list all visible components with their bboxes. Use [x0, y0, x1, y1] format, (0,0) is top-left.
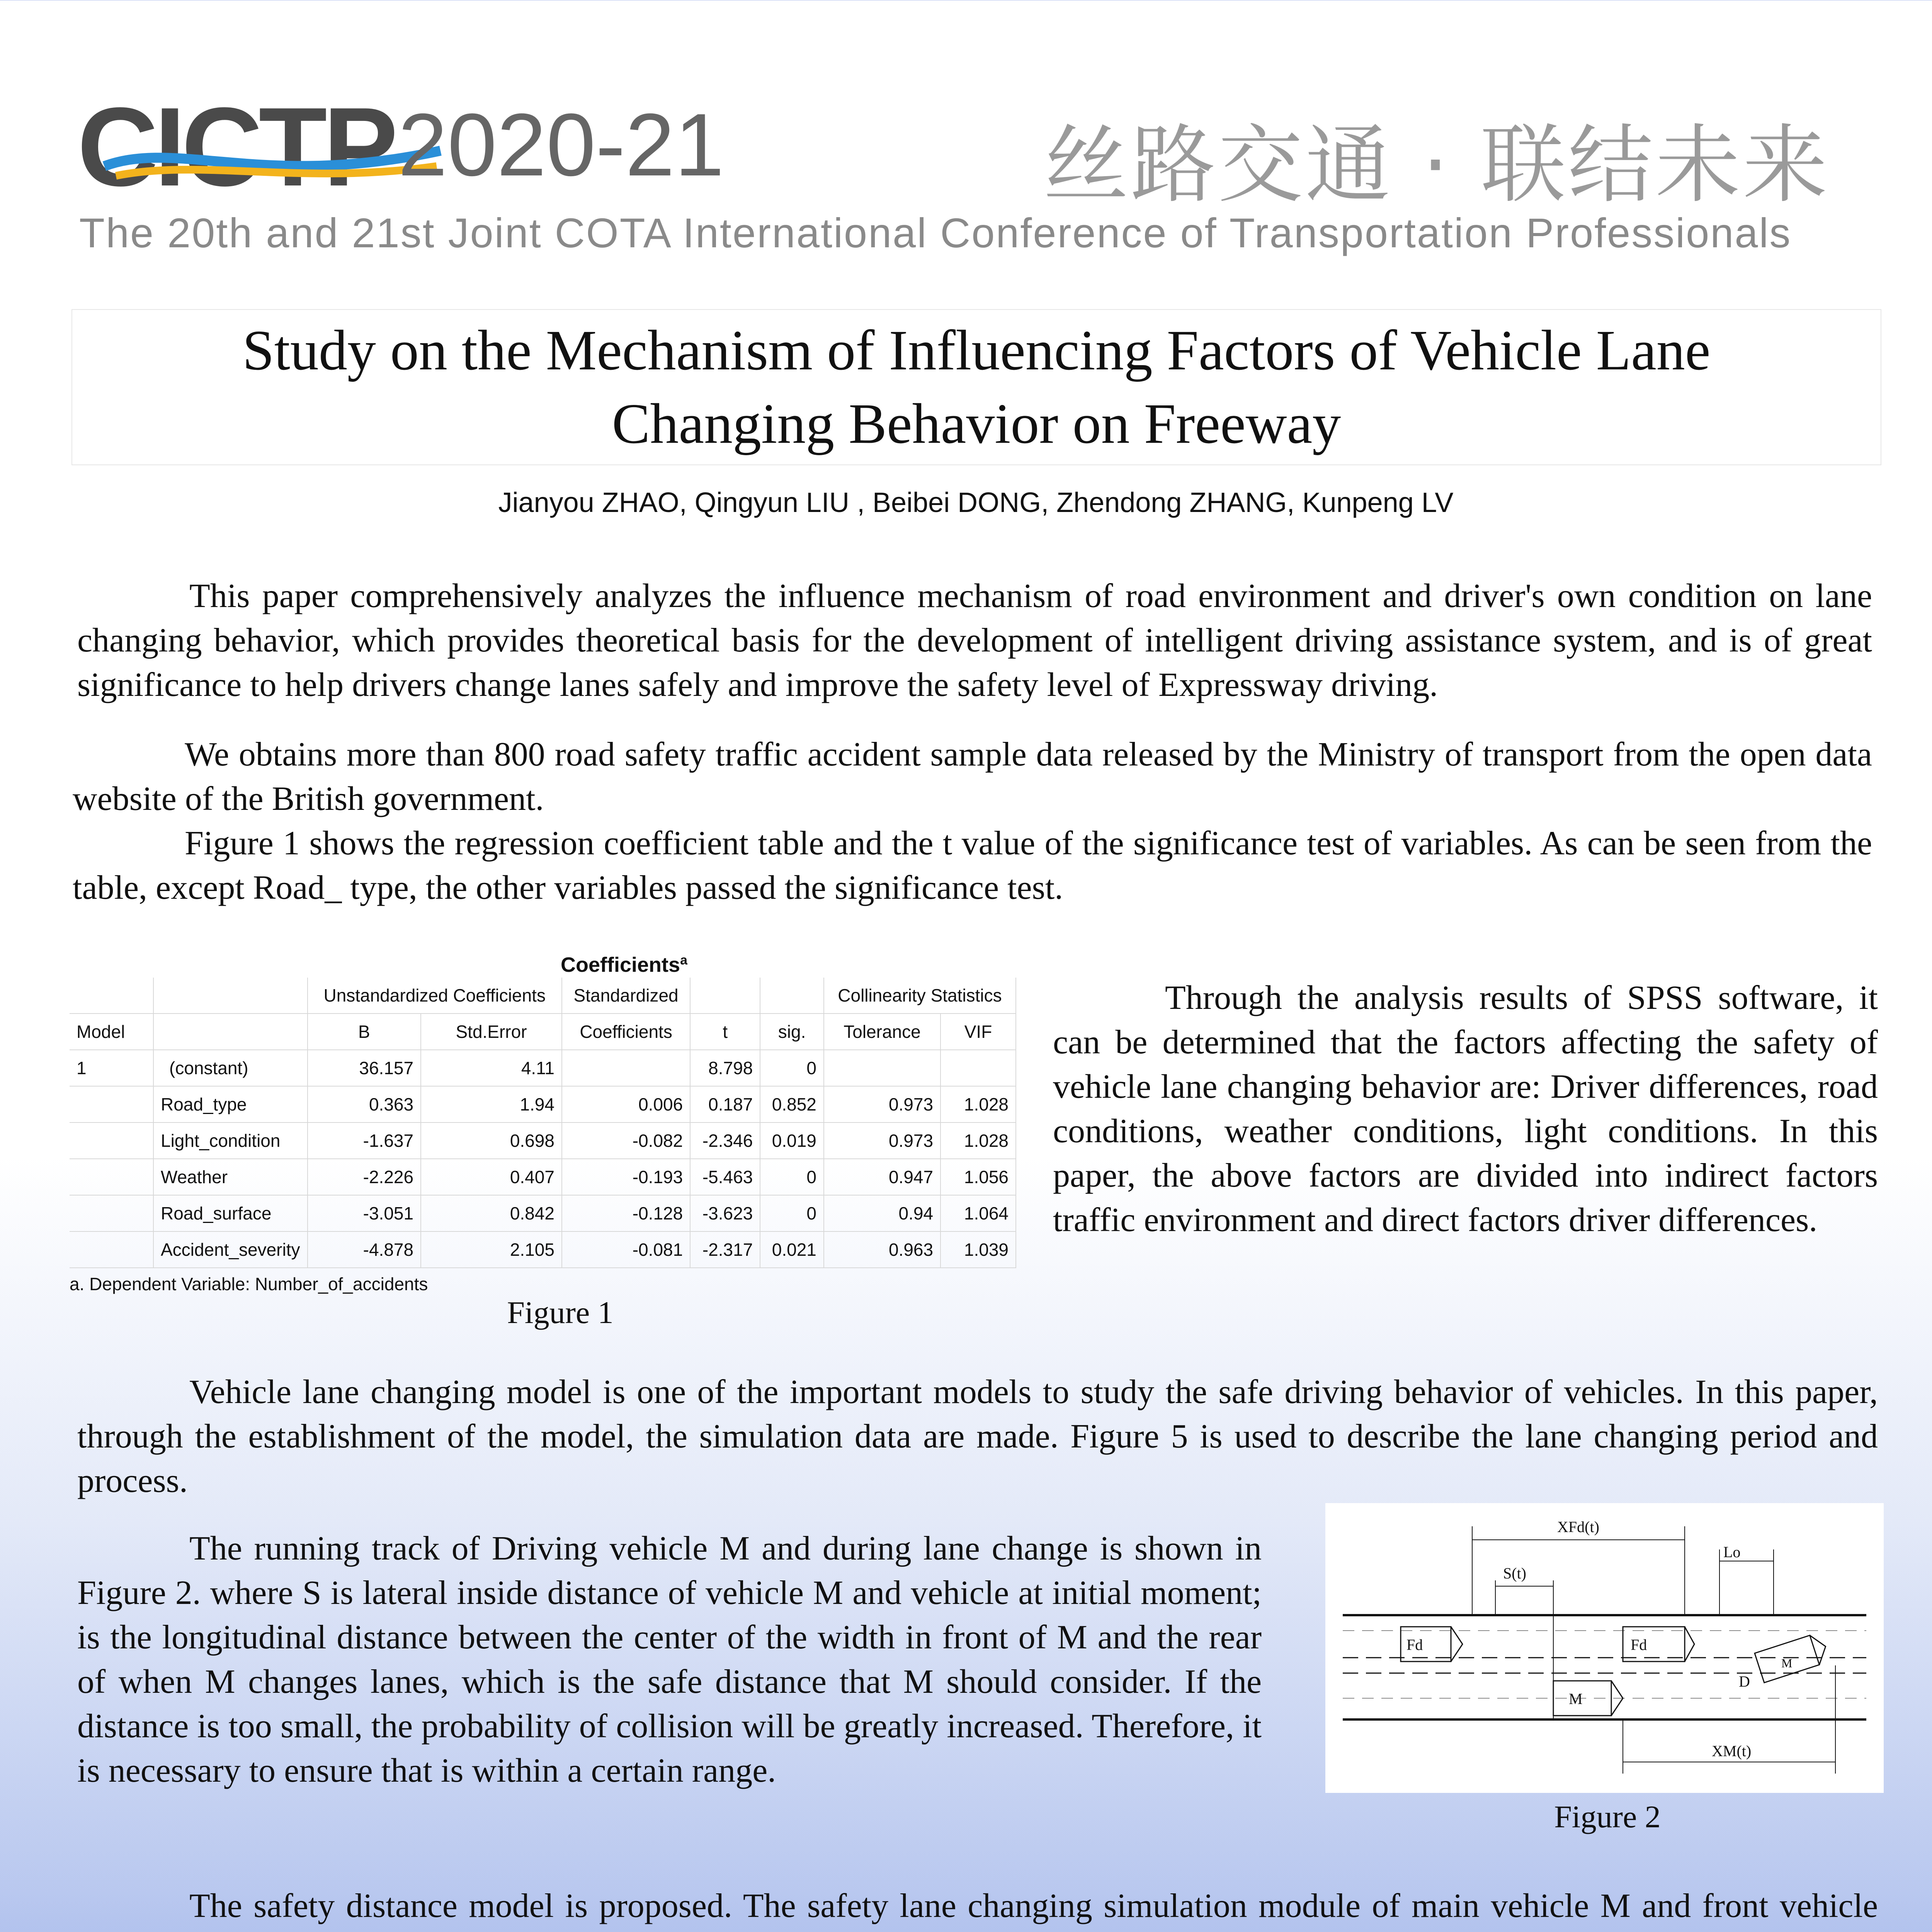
- table-cell: [70, 1159, 153, 1195]
- table-cell: 0.006: [562, 1086, 690, 1122]
- table-header-cell: Std.Error: [421, 1014, 562, 1050]
- table-row: [70, 1086, 1016, 1122]
- table-cell: 0.852: [760, 1086, 824, 1122]
- table-cell: 1: [70, 1050, 153, 1086]
- label-m-turning: M: [1781, 1656, 1793, 1670]
- label-xfd: XFd(t): [1557, 1518, 1599, 1536]
- title-box: [71, 309, 1881, 465]
- conference-name: The 20th and 21st Joint COTA International Conference of Transportation Professionals: [79, 209, 1792, 256]
- logo-swoosh-icon: [100, 135, 448, 189]
- table-cell: Road_type: [153, 1086, 308, 1122]
- table-row: [70, 1050, 1016, 1086]
- figure-2-caption: Figure 2: [1554, 1799, 1661, 1834]
- table-group-header: Unstandardized Coefficients Standardized Collinearity Statistics: [70, 978, 1016, 1014]
- table-cell: 0: [760, 1050, 824, 1086]
- table-cell: [562, 1050, 690, 1086]
- label-lo: Lo: [1723, 1543, 1741, 1561]
- table-cell: -0.128: [562, 1195, 690, 1231]
- paper-title-line2: Changing Behavior on Freeway: [612, 392, 1341, 456]
- coefficients-table: [70, 978, 1016, 1268]
- label-d: D: [1739, 1673, 1750, 1690]
- table-cell: -5.463: [690, 1159, 760, 1195]
- table-cell: Weather: [153, 1159, 308, 1195]
- table-cell: 0.363: [308, 1086, 421, 1122]
- table-header-cell: B: [308, 1014, 421, 1050]
- slogan-cn: 丝路交通 · 联结未来: [1043, 116, 1830, 214]
- table-cell: Accident_severity: [153, 1231, 308, 1268]
- table-cell: -2.226: [308, 1159, 421, 1195]
- paragraph-2: We obtains more than 800 road safety traffic accident sample data released by the Ministry of transport from the open data website of the British government. Figure 1 shows the regression coefficient table and the t value of the significance test of variables. As can be seen from the table, except Road_ type, the other variables passed the significance test.: [73, 736, 1872, 906]
- paragraph-4: Through the analysis results of SPSS software, it can be determined that the factors affecting the safety of vehicle lane changing behavior are: Driver differences, road conditions, weather conditions, light conditions. In this paper, the above factors are divided into indirect factors traffic environment and direct factors driver differences.: [1053, 979, 1878, 1239]
- label-fd-rear: Fd: [1406, 1636, 1423, 1653]
- paragraph-6: The running track of Driving vehicle M and during lane change is shown in Figure 2. where S is lateral inside distance of vehicle M and vehicle at initial moment; is the longitudinal distance between the center of the width in front of M and the rear of when M changes lanes, which is the safe distance that M should consider. If the distance is too small, the probability of collision will be greatly increased. Therefore, it is necessary to ensure that is within a certain range.: [77, 1530, 1262, 1789]
- label-fd-front: Fd: [1631, 1636, 1647, 1653]
- table-cell: 1.039: [940, 1231, 1016, 1268]
- table-row: [70, 1122, 1016, 1159]
- table-cell: 0.019: [760, 1122, 824, 1159]
- table-cell: 0.698: [421, 1122, 562, 1159]
- paragraph-5: Vehicle lane changing model is one of the important models to study the safe driving behavior of vehicles. In this paper, through the establishment of the model, the simulation data are made. Figure 5 is used to describe the lane changing period and process.: [77, 1373, 1878, 1500]
- table-cell: 2.105: [421, 1231, 562, 1268]
- table-cell: (constant): [153, 1050, 308, 1086]
- table-row: [70, 1195, 1016, 1231]
- table-cell: 1.064: [940, 1195, 1016, 1231]
- table-cell: [70, 1086, 153, 1122]
- table-cell: 0.973: [824, 1086, 940, 1122]
- table-cell: 0.963: [824, 1231, 940, 1268]
- table-cell: -4.878: [308, 1231, 421, 1268]
- paper-authors: Jianyou ZHAO, Qingyun LIU , Beibei DONG, Zhendong ZHANG, Kunpeng LV: [498, 487, 1454, 518]
- table-cell: 36.157: [308, 1050, 421, 1086]
- figure-1: [70, 943, 1016, 1294]
- table-cell: -0.081: [562, 1231, 690, 1268]
- label-xm: XM(t): [1712, 1742, 1752, 1760]
- table-header: [70, 1014, 1016, 1050]
- table-cell: [70, 1195, 153, 1231]
- table-cell: -2.317: [690, 1231, 760, 1268]
- table-cell: 0.021: [760, 1231, 824, 1268]
- logo: [77, 84, 734, 209]
- paragraph-1: This paper comprehensively analyzes the influence mechanism of road environment and driver's own condition on lane changing behavior, which provides theoretical basis for the development of intelligent driving assistance system, and is of great significance to help drivers change lanes safely and improve the safety level of Expressway driving.: [77, 577, 1872, 704]
- table-cell: 0.187: [690, 1086, 760, 1122]
- table-header-cell: t: [690, 1014, 760, 1050]
- table-header-cell: Coefficients: [562, 1014, 690, 1050]
- table-cell: 8.798: [690, 1050, 760, 1086]
- table-cell: 0.407: [421, 1159, 562, 1195]
- table-cell: [70, 1231, 153, 1268]
- table-cell: -0.082: [562, 1122, 690, 1159]
- table-cell: -3.051: [308, 1195, 421, 1231]
- table-header-cell: sig.: [760, 1014, 824, 1050]
- table-cell: Road_surface: [153, 1195, 308, 1231]
- figure-1-caption: Figure 1: [507, 1295, 614, 1330]
- table-row: [70, 1231, 1016, 1268]
- table-cell: 0: [760, 1159, 824, 1195]
- label-m-initial: M: [1569, 1690, 1583, 1708]
- table-cell: -2.346: [690, 1122, 760, 1159]
- table-footnote: a. Dependent Variable: Number_of_accidents: [70, 1274, 428, 1294]
- table-cell: -0.193: [562, 1159, 690, 1195]
- lane-change-diagram: [1325, 1503, 1884, 1793]
- logo-brand: CICTP: [77, 84, 394, 209]
- table-cell: -1.637: [308, 1122, 421, 1159]
- table-cell: 1.056: [940, 1159, 1016, 1195]
- table-cell: 4.11: [421, 1050, 562, 1086]
- label-st: S(t): [1503, 1565, 1526, 1582]
- table-cell: -3.623: [690, 1195, 760, 1231]
- table-cell: 1.028: [940, 1122, 1016, 1159]
- table-cell: 1.94: [421, 1086, 562, 1122]
- table-row: [70, 1159, 1016, 1195]
- table-cell: [70, 1122, 153, 1159]
- table-header-cell: [153, 1014, 308, 1050]
- table-cell: [824, 1050, 940, 1086]
- table-title: Coefficients$^a$: [561, 953, 687, 976]
- table-header-cell: Tolerance: [824, 1014, 940, 1050]
- figure-2: [1325, 1503, 1884, 1793]
- table-header-cell: Model: [70, 1014, 153, 1050]
- table-cell: 0: [760, 1195, 824, 1231]
- logo-years: 2020-21: [398, 95, 724, 194]
- paper-title-line1: Study on the Mechanism of Influencing Factors of Vehicle Lane: [242, 319, 1711, 382]
- table-cell: 1.028: [940, 1086, 1016, 1122]
- table-cell: 0.842: [421, 1195, 562, 1231]
- table-header-cell: VIF: [940, 1014, 1016, 1050]
- table-cell: [940, 1050, 1016, 1086]
- table-cell: 0.94: [824, 1195, 940, 1231]
- table-cell: 0.973: [824, 1122, 940, 1159]
- table-cell: Light_condition: [153, 1122, 308, 1159]
- table-cell: 0.947: [824, 1159, 940, 1195]
- paragraph-7: The safety distance model is proposed. The safety lane changing simulation module of main vehicle M and front vehicle: [189, 1887, 1878, 1925]
